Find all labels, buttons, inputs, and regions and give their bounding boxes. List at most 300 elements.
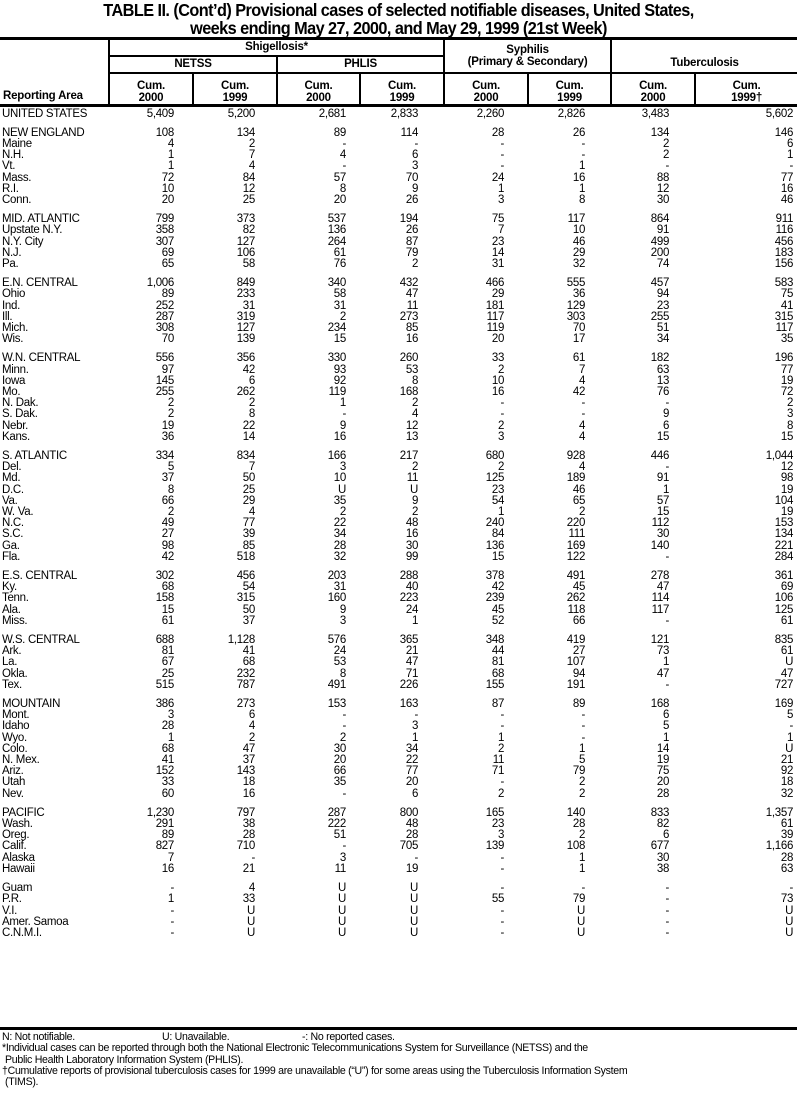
cell-netss-2000: 1: [167, 149, 174, 162]
cell-netss-2000: 556: [155, 352, 174, 365]
cell-tb-2000: -: [665, 461, 670, 474]
reporting-area-cell: Wis.: [2, 333, 24, 346]
table-row: [0, 139, 797, 150]
cell-tb-1999: 183: [774, 246, 794, 259]
reporting-area-cell: Nev.: [2, 787, 24, 800]
cell-netss-2000: 89: [161, 288, 174, 301]
cell-phlis-1999: 40: [405, 581, 419, 594]
table-row-region: [0, 800, 797, 819]
cell-tb-1999: 77: [780, 171, 794, 184]
cell-netss-1999: 21: [242, 862, 255, 875]
cell-phlis-1999: 6: [411, 787, 419, 800]
cell-netss-1999: 356: [236, 352, 255, 365]
cell-tb-1999: U: [785, 742, 794, 755]
cell-netss-1999: 134: [236, 126, 255, 139]
cell-syphilis-1999: -: [581, 149, 586, 162]
cell-phlis-1999: 9: [411, 182, 419, 195]
cell-phlis-2000: 119: [328, 385, 346, 398]
cell-phlis-1999: 30: [405, 539, 419, 552]
reporting-area-cell: Ala.: [2, 603, 21, 616]
reporting-area-cell: Oreg.: [2, 829, 30, 842]
cell-tb-1999: 1,357: [765, 806, 794, 819]
cell-phlis-2000: 31: [333, 581, 346, 594]
cell-netss-1999: 85: [242, 539, 255, 552]
cell-tb-2000: 91: [656, 472, 670, 485]
cell-tb-1999: 284: [774, 550, 794, 563]
cell-phlis-2000: 35: [333, 776, 346, 789]
table-row: [0, 195, 797, 206]
cell-netss-1999: 4: [248, 160, 255, 173]
cell-netss-2000: 1: [167, 160, 174, 173]
cell-phlis-1999: 432: [399, 277, 419, 290]
cell-phlis-2000: 160: [327, 592, 346, 605]
cell-syphilis-1999: 66: [572, 614, 586, 627]
cell-tb-2000: 57: [656, 494, 670, 507]
cell-phlis-2000: 222: [327, 818, 346, 831]
reporting-area-cell: S.C.: [2, 528, 24, 541]
cell-netss-1999: 37: [242, 614, 255, 627]
table-row: [0, 733, 797, 744]
cell-syphilis-1999: 118: [567, 603, 586, 616]
reporting-area-cell: Upstate N.Y.: [2, 224, 63, 237]
table-row-region: [0, 345, 797, 364]
cell-netss-1999: 42: [242, 363, 255, 376]
syphilis-header-line1: Syphilis: [506, 43, 549, 56]
cell-tb-1999: 19: [780, 483, 794, 496]
reporting-area-cell: W.S. CENTRAL: [2, 634, 80, 647]
cell-tb-2000: -: [665, 904, 670, 917]
cell-tb-2000: 6: [662, 709, 670, 722]
cell-netss-2000: 307: [155, 235, 174, 248]
cell-phlis-1999: 365: [399, 634, 419, 647]
cell-syphilis-1999: 70: [572, 321, 586, 334]
cell-syphilis-1999: 28: [572, 818, 586, 831]
cell-tb-1999: 153: [774, 517, 794, 530]
cell-tb-2000: -: [665, 550, 670, 563]
cell-syphilis-1999: 107: [566, 656, 586, 669]
cell-netss-2000: 158: [155, 592, 174, 605]
table-row: [0, 853, 797, 864]
cell-syphilis-1999: -: [581, 137, 586, 150]
cell-tb-1999: -: [789, 882, 794, 895]
table-row: [0, 462, 797, 473]
cell-phlis-1999: 34: [405, 742, 419, 755]
reporting-area-cell: Ga.: [2, 539, 20, 552]
cell-phlis-2000: 203: [327, 570, 346, 583]
table-row: [0, 789, 797, 800]
cell-netss-1999: 7: [248, 461, 255, 474]
cell-syphilis-1999: 65: [572, 494, 586, 507]
cell-phlis-2000: 58: [333, 288, 346, 301]
legend-no-cases: -: No reported cases.: [302, 1031, 395, 1043]
cell-syphilis-2000: 1: [497, 506, 505, 518]
cell-netss-2000: 27: [161, 528, 174, 541]
cell-syphilis-2000: -: [500, 862, 505, 875]
table-row: [0, 680, 797, 691]
cell-tb-2000: 140: [650, 539, 670, 552]
cell-phlis-2000: 9: [339, 419, 346, 432]
reporting-area-cell: MID. ATLANTIC: [2, 213, 80, 226]
cell-netss-2000: 827: [155, 840, 174, 853]
cell-netss-1999: 262: [236, 385, 255, 398]
table-row: [0, 248, 797, 259]
table-row: [0, 225, 797, 236]
cell-phlis-1999: 3: [411, 160, 419, 173]
cell-tb-2000: 74: [656, 257, 670, 270]
cell-netss-2000: 2: [167, 506, 174, 518]
cell-netss-2000: 16: [161, 862, 174, 875]
cell-phlis-2000: 153: [327, 698, 346, 711]
cell-phlis-1999: U: [410, 904, 419, 917]
cell-tb-1999: 28: [780, 851, 794, 864]
table-row: [0, 928, 797, 939]
cell-tb-1999: 41: [780, 299, 794, 312]
cell-netss-1999: 84: [242, 171, 255, 184]
cell-phlis-1999: 48: [405, 818, 419, 831]
cell-syphilis-2000: 2,260: [476, 107, 505, 120]
cell-syphilis-2000: -: [500, 720, 505, 733]
reporting-area-cell: Miss.: [2, 614, 28, 627]
cell-phlis-1999: 114: [400, 126, 419, 139]
cell-netss-1999: 127: [236, 321, 255, 334]
table-row: [0, 906, 797, 917]
cell-tb-2000: 73: [656, 645, 670, 658]
reporting-area-cell: Conn.: [2, 193, 32, 206]
reporting-area-cell: Alaska: [2, 851, 35, 864]
cell-netss-1999: 58: [242, 257, 255, 270]
cell-syphilis-2000: -: [500, 397, 505, 410]
cell-tb-1999: 1,166: [765, 840, 794, 853]
cell-syphilis-2000: 23: [491, 818, 505, 831]
cell-phlis-1999: 4: [411, 408, 419, 421]
cell-tb-1999: 5,602: [765, 107, 794, 120]
cell-netss-1999: -: [251, 851, 255, 864]
reporting-area-cell: Wash.: [2, 818, 33, 831]
cell-syphilis-2000: 3: [497, 829, 505, 842]
cell-syphilis-2000: 119: [486, 321, 505, 334]
cell-netss-2000: 152: [155, 765, 174, 778]
table-row: [0, 894, 797, 905]
cell-netss-2000: 386: [155, 698, 174, 711]
cell-syphilis-1999: U: [577, 926, 586, 939]
reporting-area-cell: Okla.: [2, 667, 28, 680]
cell-tb-2000: 1: [662, 656, 670, 669]
table-row: [0, 365, 797, 376]
cell-syphilis-2000: -: [500, 926, 505, 939]
cell-syphilis-2000: 33: [491, 352, 505, 365]
cell-netss-2000: 255: [155, 385, 174, 398]
cell-syphilis-1999: U: [577, 915, 586, 928]
reporting-area-cell: C.N.M.I.: [2, 926, 42, 939]
cell-syphilis-1999: 45: [572, 581, 586, 594]
cell-syphilis-1999: 491: [566, 570, 586, 583]
cell-syphilis-1999: 1: [578, 160, 586, 173]
cell-phlis-2000: U: [337, 904, 346, 917]
cell-tb-1999: 21: [780, 754, 794, 767]
cell-syphilis-1999: 29: [572, 246, 586, 259]
cell-netss-2000: 61: [161, 614, 174, 627]
footnote-tims: †Cumulative reports of provisional tuberculosis cases for 1999 are unavailable (“U”) for some areas using the Tuberculosis Information System (TIMS).: [2, 1064, 628, 1089]
cell-tb-2000: 114: [651, 592, 670, 605]
cell-netss-2000: 41: [161, 754, 174, 767]
table-row: [0, 150, 797, 161]
cell-netss-1999: 22: [242, 419, 255, 432]
cell-phlis-1999: 16: [405, 333, 419, 346]
cell-netss-1999: 5,200: [227, 107, 255, 120]
cell-netss-2000: 8: [167, 483, 174, 496]
cell-syphilis-1999: 4: [578, 430, 586, 443]
cell-phlis-1999: U: [410, 915, 419, 928]
table-row: [0, 301, 797, 312]
cell-phlis-1999: 705: [399, 840, 419, 853]
table-row: [0, 496, 797, 507]
cell-syphilis-2000: 54: [491, 494, 505, 507]
table-row: [0, 398, 797, 409]
cell-syphilis-1999: 2,826: [557, 107, 586, 120]
cell-tb-1999: 6: [786, 137, 794, 150]
reporting-area-cell: Nebr.: [2, 419, 28, 432]
cell-tb-2000: 19: [656, 754, 670, 767]
cell-tb-2000: 255: [650, 310, 670, 323]
table-row: [0, 161, 797, 172]
cell-phlis-2000: 3: [339, 614, 346, 627]
cell-phlis-1999: 87: [405, 235, 419, 248]
cell-tb-2000: 91: [656, 224, 670, 237]
reporting-area-cell: Calif.: [2, 840, 27, 853]
footer-rule: [0, 1027, 797, 1030]
cell-netss-1999: 106: [236, 246, 255, 259]
table-row-region: [0, 691, 797, 710]
cell-netss-1999: 50: [242, 603, 255, 616]
table-row: [0, 409, 797, 420]
cell-phlis-2000: 11: [334, 862, 346, 875]
cell-netss-1999: 2: [248, 731, 255, 744]
cell-tb-2000: 2: [662, 137, 670, 150]
cell-netss-2000: 2: [167, 408, 174, 421]
cell-phlis-1999: 260: [399, 352, 419, 365]
cell-syphilis-1999: 191: [566, 678, 586, 691]
cell-syphilis-1999: -: [581, 397, 586, 410]
cell-syphilis-2000: 55: [491, 893, 505, 906]
reporting-area-cell: Vt.: [2, 160, 16, 173]
cell-syphilis-2000: 239: [485, 592, 505, 605]
cell-tb-1999: 72: [780, 385, 794, 398]
cell-netss-1999: 25: [242, 193, 255, 206]
cell-phlis-1999: 1: [411, 731, 419, 744]
cell-phlis-1999: 70: [405, 171, 419, 184]
cell-phlis-1999: 79: [405, 246, 419, 259]
cell-tb-2000: 34: [656, 333, 670, 346]
cell-syphilis-1999: 555: [566, 277, 586, 290]
cell-phlis-1999: 11: [406, 472, 419, 485]
cell-netss-2000: 291: [155, 818, 174, 831]
cell-syphilis-1999: 111: [568, 528, 586, 541]
cell-tb-2000: 63: [656, 363, 670, 376]
cell-netss-1999: 127: [236, 235, 255, 248]
cell-phlis-2000: 9: [339, 603, 346, 616]
cell-tb-2000: 30: [656, 193, 670, 206]
cell-tb-2000: 499: [650, 235, 670, 248]
cell-netss-1999: 33: [242, 893, 255, 906]
table-row: [0, 518, 797, 529]
cell-netss-2000: 515: [155, 678, 174, 691]
cell-tb-2000: 14: [656, 742, 670, 755]
cell-phlis-2000: -: [342, 709, 346, 722]
cell-phlis-1999: 22: [405, 754, 419, 767]
cell-tb-2000: 88: [656, 171, 670, 184]
cell-syphilis-2000: 15: [491, 550, 505, 563]
table-row: [0, 669, 797, 680]
cell-tb-2000: 30: [656, 528, 670, 541]
cell-phlis-1999: 1: [411, 614, 419, 627]
cell-phlis-1999: 2: [411, 461, 419, 474]
disease-cases-table: [0, 37, 797, 939]
cell-phlis-2000: 66: [333, 765, 346, 778]
table-row: [0, 755, 797, 766]
cell-syphilis-2000: -: [500, 882, 505, 895]
reporting-area-cell: Ill.: [2, 310, 13, 323]
cell-phlis-2000: 491: [327, 678, 346, 691]
cell-netss-1999: U: [246, 926, 255, 939]
cell-tb-1999: U: [785, 656, 794, 669]
cell-syphilis-2000: 378: [485, 570, 505, 583]
cell-tb-1999: 19: [780, 374, 794, 387]
reporting-area-cell: P.R.: [2, 893, 22, 906]
title-line-1: TABLE II. (Cont’d) Provisional cases of selected notifiable diseases, United States,: [103, 0, 694, 20]
cell-phlis-1999: 21: [405, 645, 419, 658]
cell-tb-2000: 677: [650, 840, 670, 853]
cell-phlis-2000: 35: [333, 494, 346, 507]
cell-tb-2000: 47: [656, 581, 670, 594]
cell-phlis-1999: 99: [405, 550, 419, 563]
cell-syphilis-1999: 419: [566, 634, 586, 647]
table-row: [0, 657, 797, 668]
cell-netss-2000: 68: [161, 581, 174, 594]
cell-netss-1999: 12: [242, 182, 255, 195]
cell-phlis-1999: 48: [405, 517, 419, 530]
cell-syphilis-2000: 68: [491, 667, 505, 680]
cell-syphilis-1999: 17: [572, 333, 586, 346]
cell-netss-2000: 252: [155, 299, 174, 312]
table-row: [0, 777, 797, 788]
cell-syphilis-2000: 680: [485, 449, 505, 462]
cell-tb-2000: 112: [651, 517, 670, 530]
cell-syphilis-1999: 42: [572, 385, 586, 398]
cell-syphilis-1999: 2: [578, 506, 586, 518]
cell-phlis-2000: 76: [333, 257, 346, 270]
cell-syphilis-2000: 20: [491, 333, 505, 346]
table-row: [0, 334, 797, 345]
cell-syphilis-2000: 2: [497, 787, 505, 800]
cell-phlis-2000: 15: [333, 333, 346, 346]
cell-syphilis-1999: 4: [578, 374, 586, 387]
cell-phlis-2000: 1: [339, 397, 346, 410]
cell-netss-2000: 37: [161, 472, 174, 485]
cell-netss-2000: 287: [155, 310, 174, 323]
cell-syphilis-2000: -: [500, 915, 505, 928]
cell-syphilis-1999: U: [577, 904, 586, 917]
cell-netss-1999: 373: [236, 213, 255, 226]
cell-phlis-1999: 11: [406, 299, 419, 312]
cell-phlis-1999: 288: [399, 570, 419, 583]
cell-netss-1999: 47: [242, 742, 255, 755]
cell-tb-2000: -: [665, 893, 670, 906]
cell-phlis-1999: U: [410, 483, 419, 496]
cell-phlis-1999: 2: [411, 397, 419, 410]
cell-phlis-2000: 61: [333, 246, 346, 259]
cell-netss-2000: 25: [161, 667, 174, 680]
table-row: [0, 766, 797, 777]
reporting-area-cell: V.I.: [2, 904, 17, 917]
col-header-syphilis-1999: Cum. 1999: [528, 73, 611, 106]
cell-netss-1999: 38: [242, 818, 255, 831]
cell-netss-1999: 7: [248, 149, 255, 162]
cell-syphilis-1999: 928: [566, 449, 586, 462]
cell-syphilis-2000: 165: [485, 806, 505, 819]
cell-tb-1999: 77: [780, 363, 794, 376]
cell-phlis-1999: 24: [405, 603, 419, 616]
cell-netss-2000: -: [170, 904, 174, 917]
cell-syphilis-2000: 2: [497, 363, 505, 376]
table-header: [0, 39, 797, 106]
cell-syphilis-2000: 31: [491, 257, 505, 270]
table-row: [0, 473, 797, 484]
cell-phlis-1999: 47: [405, 656, 419, 669]
reporting-area-cell: UNITED STATES: [2, 107, 88, 120]
cell-phlis-2000: 31: [333, 299, 346, 312]
table-row: [0, 582, 797, 593]
cell-syphilis-2000: 11: [492, 754, 505, 767]
table-row: [0, 593, 797, 604]
cell-syphilis-1999: 140: [566, 806, 586, 819]
syphilis-header-line2: (Primary & Secondary): [467, 55, 588, 68]
col-header-tb-2000: Cum. 2000: [611, 73, 695, 106]
cell-syphilis-2000: 14: [491, 246, 505, 259]
table-row: [0, 421, 797, 432]
cell-tb-1999: 16: [780, 182, 794, 195]
table-row-region: [0, 105, 797, 120]
cell-phlis-1999: 16: [405, 528, 419, 541]
cell-phlis-2000: -: [342, 720, 346, 733]
cell-tb-1999: 116: [775, 224, 794, 237]
cell-syphilis-2000: -: [500, 904, 505, 917]
cell-syphilis-1999: 129: [566, 299, 586, 312]
cell-syphilis-1999: 262: [566, 592, 586, 605]
cell-tb-2000: 278: [650, 570, 670, 583]
cell-syphilis-2000: -: [500, 851, 505, 864]
title-line-2: weeks ending May 27, 2000, and May 29, 1999 (21st Week): [190, 18, 607, 38]
cell-phlis-2000: 234: [327, 321, 346, 334]
cell-phlis-2000: 330: [327, 352, 346, 365]
cell-tb-2000: 28: [656, 787, 670, 800]
cell-netss-1999: 2: [248, 137, 255, 150]
cell-phlis-2000: 28: [333, 539, 346, 552]
cell-netss-1999: 4: [248, 720, 255, 733]
cell-tb-1999: 18: [780, 776, 794, 789]
cell-tb-2000: 15: [656, 430, 670, 443]
legend-not-notifiable: N: Not notifiable.: [2, 1031, 75, 1043]
table-row: [0, 830, 797, 841]
cell-tb-2000: 833: [650, 806, 670, 819]
cell-syphilis-1999: -: [581, 731, 586, 744]
table-row-region: [0, 206, 797, 225]
cell-tb-2000: 94: [656, 288, 670, 301]
reporting-area-cell: Mass.: [2, 171, 32, 184]
cell-syphilis-1999: 189: [566, 472, 586, 485]
cell-syphilis-2000: -: [500, 137, 505, 150]
cell-tb-2000: 2: [662, 149, 670, 162]
cell-syphilis-2000: 24: [491, 171, 505, 184]
